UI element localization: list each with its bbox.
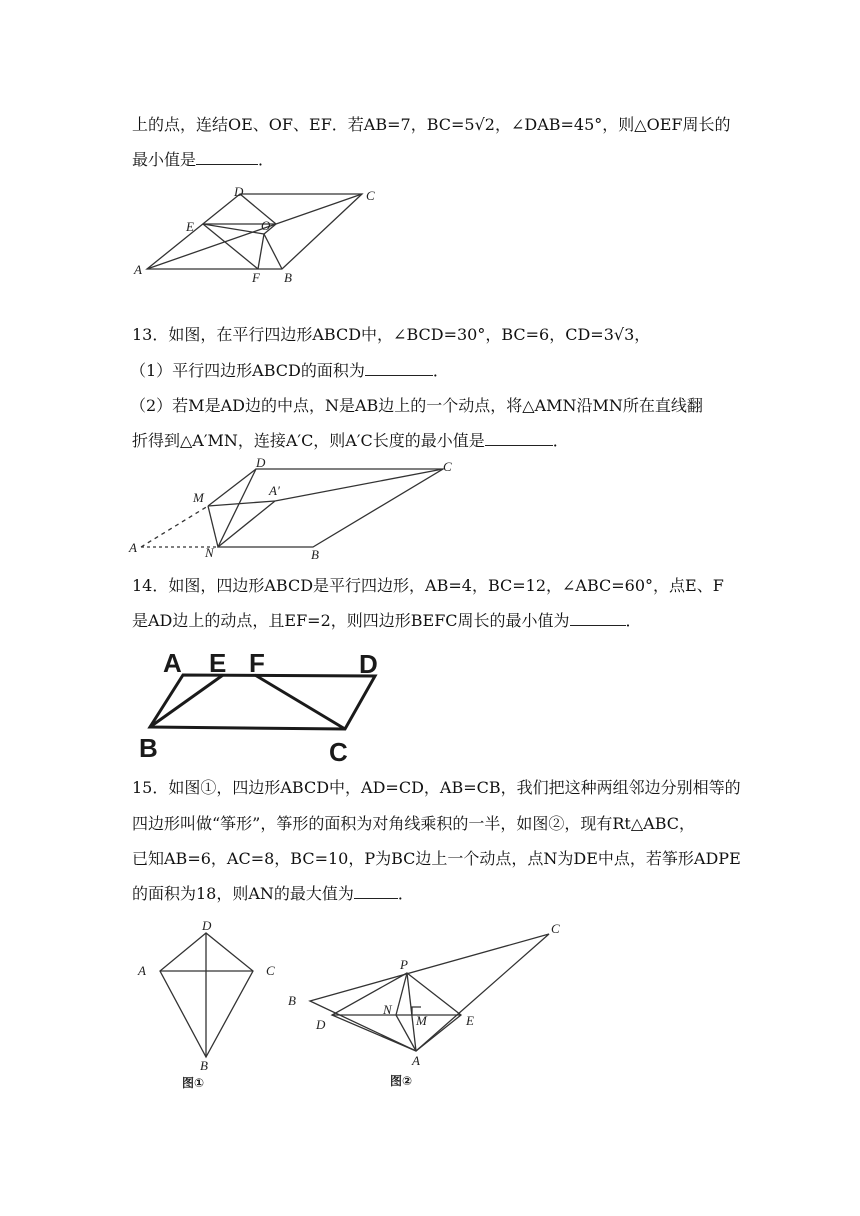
answer-blank[interactable] <box>354 884 398 899</box>
q15-fig2-caption: 图② <box>390 1074 413 1088</box>
q14-line2 <box>132 608 642 631</box>
answer-blank[interactable] <box>570 611 626 626</box>
q14-label-a: A <box>163 648 182 678</box>
q12-figure <box>130 183 390 288</box>
q13-part2-suffix: ． <box>552 431 569 450</box>
q13-part2-line2 <box>132 428 569 451</box>
q12-text-line2 <box>132 147 274 170</box>
q15-triangle-abc <box>310 934 549 1051</box>
q15-fig2-label-n: N <box>383 1002 392 1017</box>
q14-figure <box>135 645 395 765</box>
q13-part2-prefix: 折得到△A′MN，连接A′C，则A′C长度的最小值是 <box>132 431 485 450</box>
q13-label-a-prime: A′ <box>269 483 280 498</box>
q12-label-b: B <box>284 270 292 285</box>
q15-line2: 四边形叫做“筝形”，筝形的面积为对角线乘积的一半，如图②，现有Rt△ABC， <box>132 814 695 833</box>
q15-fig2-label-d: D <box>316 1017 326 1032</box>
q14-label-c: C <box>329 737 348 767</box>
q14-line2-prefix: 是AD边上的动点，且EF=2，则四边形BEFC周长的最小值为 <box>132 611 570 630</box>
q15-fig2-label-b: B <box>288 993 296 1008</box>
q12-label-d: D <box>234 184 244 199</box>
q12-label-f: F <box>252 270 260 285</box>
q15-fig2-label-c: C <box>551 921 560 936</box>
q15-fig2-label-m: M <box>416 1013 427 1028</box>
q13-part1-suffix: ． <box>432 361 449 380</box>
q15-line4-prefix: 的面积为18，则AN的最大值为 <box>132 884 354 903</box>
q13-part1-prefix: （1）平行四边形ABCD的面积为 <box>130 361 365 380</box>
q12-label-a: A <box>134 262 142 277</box>
answer-blank[interactable] <box>365 361 433 376</box>
q15-fig1-label-a: A <box>138 963 146 978</box>
q13-label-d: D <box>256 455 266 470</box>
q12-label-o: O <box>261 218 271 233</box>
q13-part1 <box>130 358 449 381</box>
q15-fig2-label-a: A <box>412 1053 420 1068</box>
q14-label-e: E <box>209 648 227 678</box>
q13-part2-line1: （2）若M是AD边的中点，N是AB边上的一个动点，将△AMN沿MN所在直线翻 <box>130 396 703 415</box>
q15-figure-2 <box>280 915 580 1095</box>
q12-text-line1: 上的点，连结OE、OF、EF．若AB=7，BC=5√2，∠DAB=45°，则△OEF周长的 <box>132 115 731 134</box>
q13-label-c: C <box>443 459 452 474</box>
q14-label-b: B <box>139 733 158 763</box>
q15-fig2-label-e: E <box>466 1013 474 1028</box>
q13-label-a: A <box>129 540 137 555</box>
q15-line4 <box>132 881 414 904</box>
q15-line1: 15．如图①，四边形ABCD中，AD=CD，AB=CB，我们把这种两组邻边分别相等的 <box>132 778 741 797</box>
q13-label-b: B <box>311 547 319 562</box>
q14-label-f: F <box>249 648 265 678</box>
q12-label-c: C <box>366 188 375 203</box>
q15-fig1-label-d: D <box>202 918 212 933</box>
q12-line2-prefix: 最小值是 <box>132 150 197 169</box>
q15-line3: 已知AB=6，AC=8，BC=10，P为BC边上一个动点，点N为DE中点，若筝形ADPE <box>132 849 741 868</box>
q14-line1: 14．如图，四边形ABCD是平行四边形，AB=4，BC=12，∠ABC=60°，点E、F <box>132 576 724 595</box>
q12-line2-suffix: ． <box>258 150 275 169</box>
q14-line2-suffix: ． <box>625 611 642 630</box>
q15-figure-1 <box>130 915 295 1095</box>
answer-blank[interactable] <box>485 431 553 446</box>
q15-line4-suffix: ． <box>397 884 414 903</box>
answer-blank[interactable] <box>196 150 258 165</box>
q13-stem: 13．如图，在平行四边形ABCD中，∠BCD=30°，BC=6，CD=3√3， <box>132 325 651 344</box>
q12-label-e: E <box>186 219 194 234</box>
q13-label-n: N <box>205 545 214 560</box>
q13-parallelogram <box>218 469 443 547</box>
q15-fig2-label-p: P <box>400 957 408 972</box>
q13-figure <box>125 455 455 560</box>
q15-fig1-label-b: B <box>200 1058 208 1073</box>
q14-label-d: D <box>359 649 378 679</box>
q13-label-m: M <box>193 490 204 505</box>
q15-fig1-caption: 图① <box>182 1076 205 1090</box>
q15-fig1-label-c: C <box>266 963 275 978</box>
